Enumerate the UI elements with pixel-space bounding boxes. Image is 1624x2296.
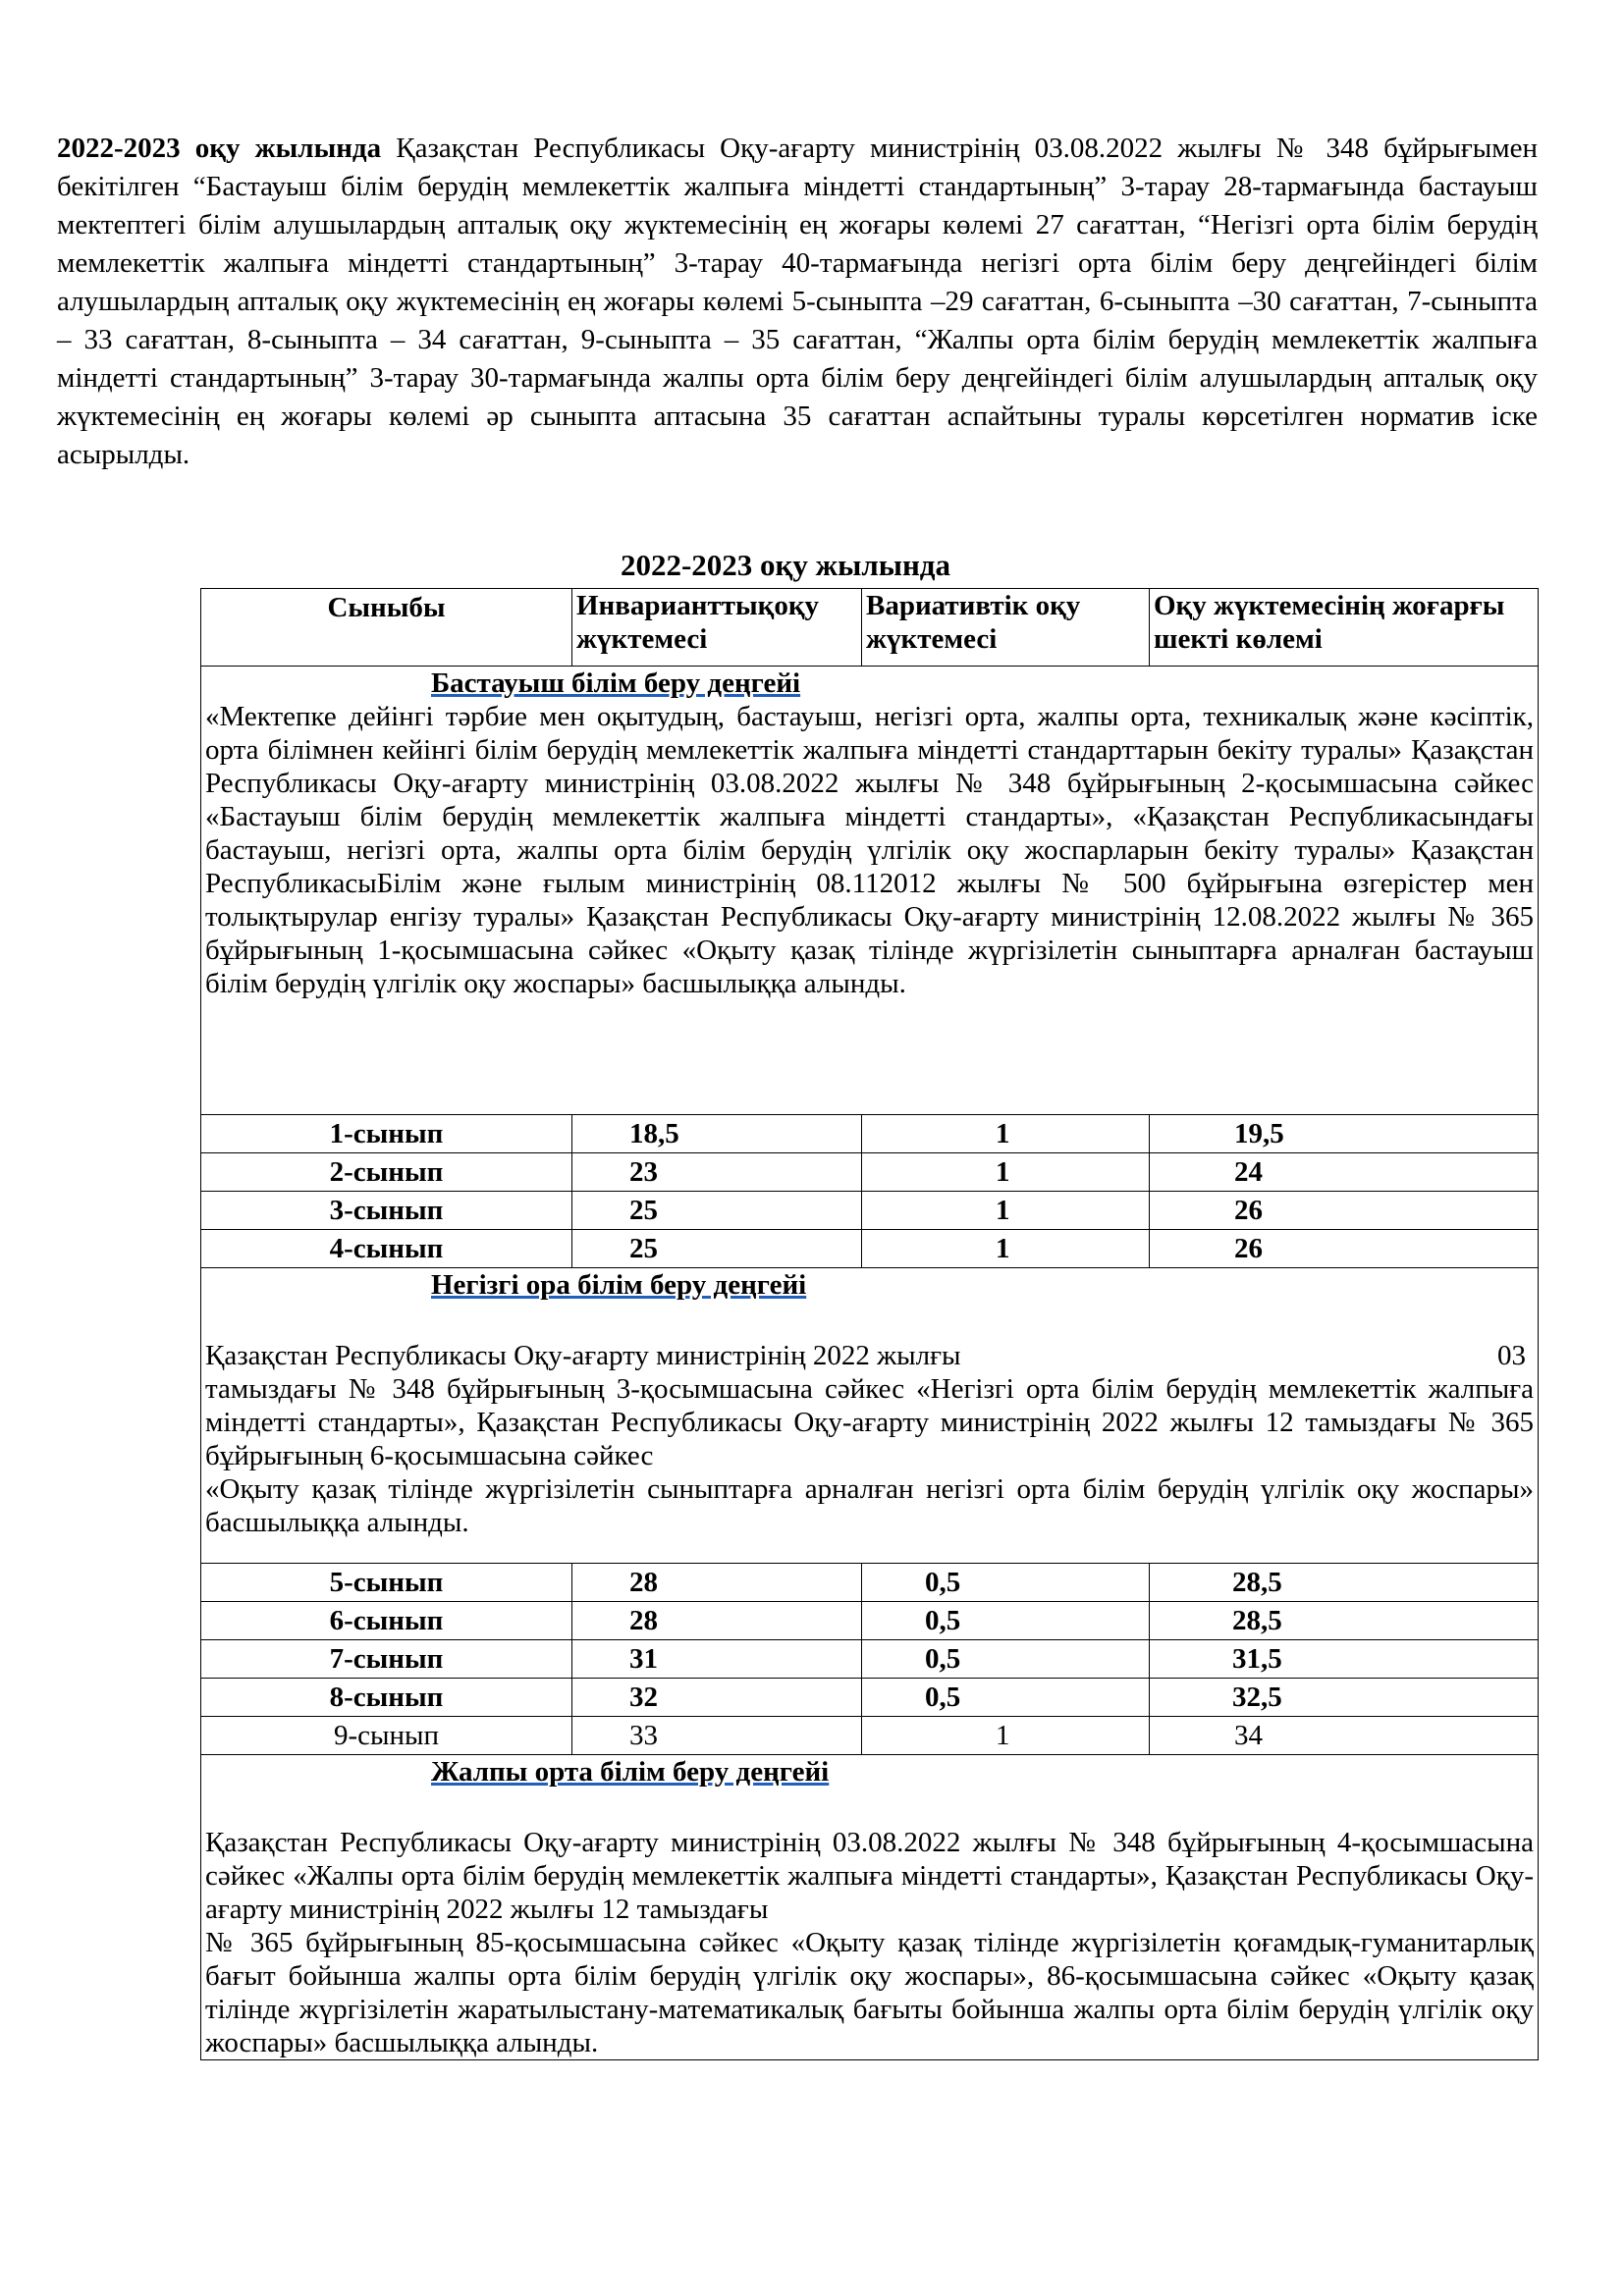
table-row	[201, 1192, 1539, 1230]
cell-invariant: 28	[572, 1564, 862, 1602]
cell-max: 32,5	[1150, 1679, 1539, 1717]
table-title: 2022-2023 оқу жылында	[620, 548, 950, 582]
cell-variative: 1	[862, 1230, 1150, 1268]
cell-max: 34	[1150, 1717, 1539, 1755]
cell-class: 1-сынып	[201, 1115, 572, 1153]
cell-invariant: 31	[572, 1640, 862, 1679]
general-section-title: Жалпы орта білім беру деңгейі	[431, 1756, 830, 1788]
basic-section-row	[201, 1268, 1539, 1564]
cell-invariant: 18,5	[572, 1115, 862, 1153]
cell-invariant: 32	[572, 1679, 862, 1717]
basic-section-title: Негізгі ора білім беру деңгейі	[431, 1269, 807, 1301]
cell-class: 2-сынып	[201, 1153, 572, 1192]
cell-class: 6-сынып	[201, 1602, 572, 1640]
cell-max: 19,5	[1150, 1115, 1539, 1153]
cell-invariant: 23	[572, 1153, 862, 1192]
general-section-cell	[201, 1755, 1539, 2060]
cell-class: 9-сынып	[201, 1717, 572, 1755]
cell-class: 3-сынып	[201, 1192, 572, 1230]
basic-text-first-line: Қазақстан Республикасы Оқу-ағарту министрінің 2022 жылғы 03	[205, 1340, 1526, 1371]
table-row	[201, 1230, 1539, 1268]
cell-variative: 0,5	[862, 1564, 1150, 1602]
general-section-row	[201, 1755, 1539, 2060]
basic-section-text-2: «Оқыту қазақ тілінде жүргізілетін сыныптарға арналған негізгі орта білім берудің үлгілік оқу жоспары» басшылыққа алынды.	[205, 1473, 1534, 1538]
primary-section-cell	[201, 667, 1539, 1115]
table-row	[201, 1153, 1539, 1192]
table-row	[201, 1602, 1539, 1640]
intro-paragraph	[57, 130, 1538, 474]
cell-invariant: 25	[572, 1230, 862, 1268]
primary-section-row	[201, 667, 1539, 1115]
basic-section-cell	[201, 1268, 1539, 1564]
table-row	[201, 1717, 1539, 1755]
header-invariant: Инварианттықоқу жүктемесі	[572, 589, 862, 667]
cell-class: 5-сынып	[201, 1564, 572, 1602]
intro-year: 2022-2023 оқу жылында	[57, 133, 382, 164]
cell-max: 28,5	[1150, 1602, 1539, 1640]
cell-variative: 0,5	[862, 1602, 1150, 1640]
cell-class: 7-сынып	[201, 1640, 572, 1679]
table-row	[201, 1679, 1539, 1717]
intro-text: Қазақстан Республикасы Оқу-ағарту министрінің 03.08.2022 жылғы № 348 бұйрығымен бекітілген “Бастауыш білім берудің мемлекеттік жалпыға міндетті стандартының” 3-тарау 28-тармағында бастауыш мектептегі білім алушылардың апталық оқу жүктемесінің ең жоғары көлемі 27 сағаттан, “Негізгі орта білім берудің мемлекеттік жалпыға міндетті стандартының” 3-тарау 40-тармағында негізгі орта білім беру деңгейіндегі білім алушылардың апталық оқу жүктемесінің ең жоғары көлемі 5-сыныпта –29 сағаттан, 6-сыныпта –30 сағаттан, 7-сыныпта – 33 сағаттан, 8-сыныпта – 34 сағаттан, 9-сыныпта – 35 сағаттан, “Жалпы орта білім берудің мемлекеттік жалпыға міндетті стандартының” 3-тарау 30-тармағында жалпы орта білім беру деңгейіндегі білім алушылардың апталық оқу жүктемесінің ең жоғары көлемі әр сыныпта аптасына 35 сағаттан аспайтыны туралы көрсетілген норматив іске асырылды.	[57, 133, 1539, 470]
cell-invariant: 25	[572, 1192, 862, 1230]
cell-variative: 1	[862, 1115, 1150, 1153]
basic-section-text: тамыздағы № 348 бұйрығының 3-қосымшасына сәйкес «Негізгі орта білім берудің мемлекеттік жалпыға міндетті стандарты», Қазақстан Республикасы Оқу-ағарту министрінің 2022 жылғы 12 тамыздағы № 365 бұйрығының 6-қосымшасына сәйкес	[205, 1373, 1534, 1471]
cell-max: 26	[1150, 1192, 1539, 1230]
cell-max: 31,5	[1150, 1640, 1539, 1679]
table-row	[201, 1640, 1539, 1679]
study-load-table	[200, 588, 1539, 2060]
general-section-text-2: № 365 бұйрығының 85-қосымшасына сәйкес «Оқыту қазақ тілінде жүргізілетін қоғамдық-гуманитарлық бағыт бойынша жалпы орта білім берудің үлгілік оқу жоспары», 86-қосымшасына сәйкес «Оқыту қазақ тілінде жүргізілетін жаратылыстану-математикалық бағыты бойынша жалпы орта білім берудің үлгілік оқу жоспары» басшылыққа алынды.	[205, 1927, 1534, 2058]
table-row	[201, 1115, 1539, 1153]
header-class: Сыныбы	[201, 589, 572, 667]
cell-variative: 0,5	[862, 1640, 1150, 1679]
cell-class: 8-сынып	[201, 1679, 572, 1717]
cell-max: 24	[1150, 1153, 1539, 1192]
cell-variative: 0,5	[862, 1679, 1150, 1717]
primary-section-text: «Мектепке дейінгі тәрбие мен оқытудың, бастауыш, негізгі орта, жалпы орта, техникалық және кәсіптік, орта білімнен кейінгі білім берудің мемлекеттік жалпыға міндетті стандарттарын бекіту туралы» Қазақстан Республикасы Оқу-ағарту министрінің 03.08.2022 жылғы № 348 бұйрығының 2-қосымшасына сәйкес «Бастауыш білім берудің мемлекеттік жалпыға міндетті стандарты», «Қазақстан Республикасындағы бастауыш, негізгі орта, жалпы орта білім берудің үлгілік оқу жоспарларын бекіту туралы» Қазақстан РеспубликасыБілім және ғылым министрінің 08.112012 жылғы № 500 бұйрығына өзгерістер мен толықтырулар енгізу туралы» Қазақстан Республикасы Оқу-ағарту министрінің 12.08.2022 жылғы № 365 бұйрығының 1-қосымшасына сәйкес «Оқыту қазақ тілінде жүргізілетін сыныптарға арналған бастауыш білім берудің үлгілік оқу жоспары» басшылыққа алынды.	[205, 701, 1534, 999]
table-header-row	[201, 589, 1539, 667]
cell-invariant: 28	[572, 1602, 862, 1640]
general-section-text: Қазақстан Республикасы Оқу-ағарту министрінің 03.08.2022 жылғы № 348 бұйрығының 4-қосымшасына сәйкес «Жалпы орта білім берудің мемлекеттік жалпыға міндетті стандарты», Қазақстан Республикасы Оқу-ағарту министрінің 2022 жылғы 12 тамыздағы	[205, 1827, 1534, 1925]
header-variative: Вариативтік оқу жүктемесі	[862, 589, 1150, 667]
cell-invariant: 33	[572, 1717, 862, 1755]
cell-max: 26	[1150, 1230, 1539, 1268]
table-row	[201, 1564, 1539, 1602]
cell-max: 28,5	[1150, 1564, 1539, 1602]
cell-variative: 1	[862, 1153, 1150, 1192]
cell-class: 4-сынып	[201, 1230, 572, 1268]
cell-variative: 1	[862, 1717, 1150, 1755]
cell-variative: 1	[862, 1192, 1150, 1230]
header-max: Оқу жүктемесінің жоғарғы шекті көлемі	[1150, 589, 1539, 667]
primary-section-title: Бастауыш білім беру деңгейі	[431, 667, 801, 699]
